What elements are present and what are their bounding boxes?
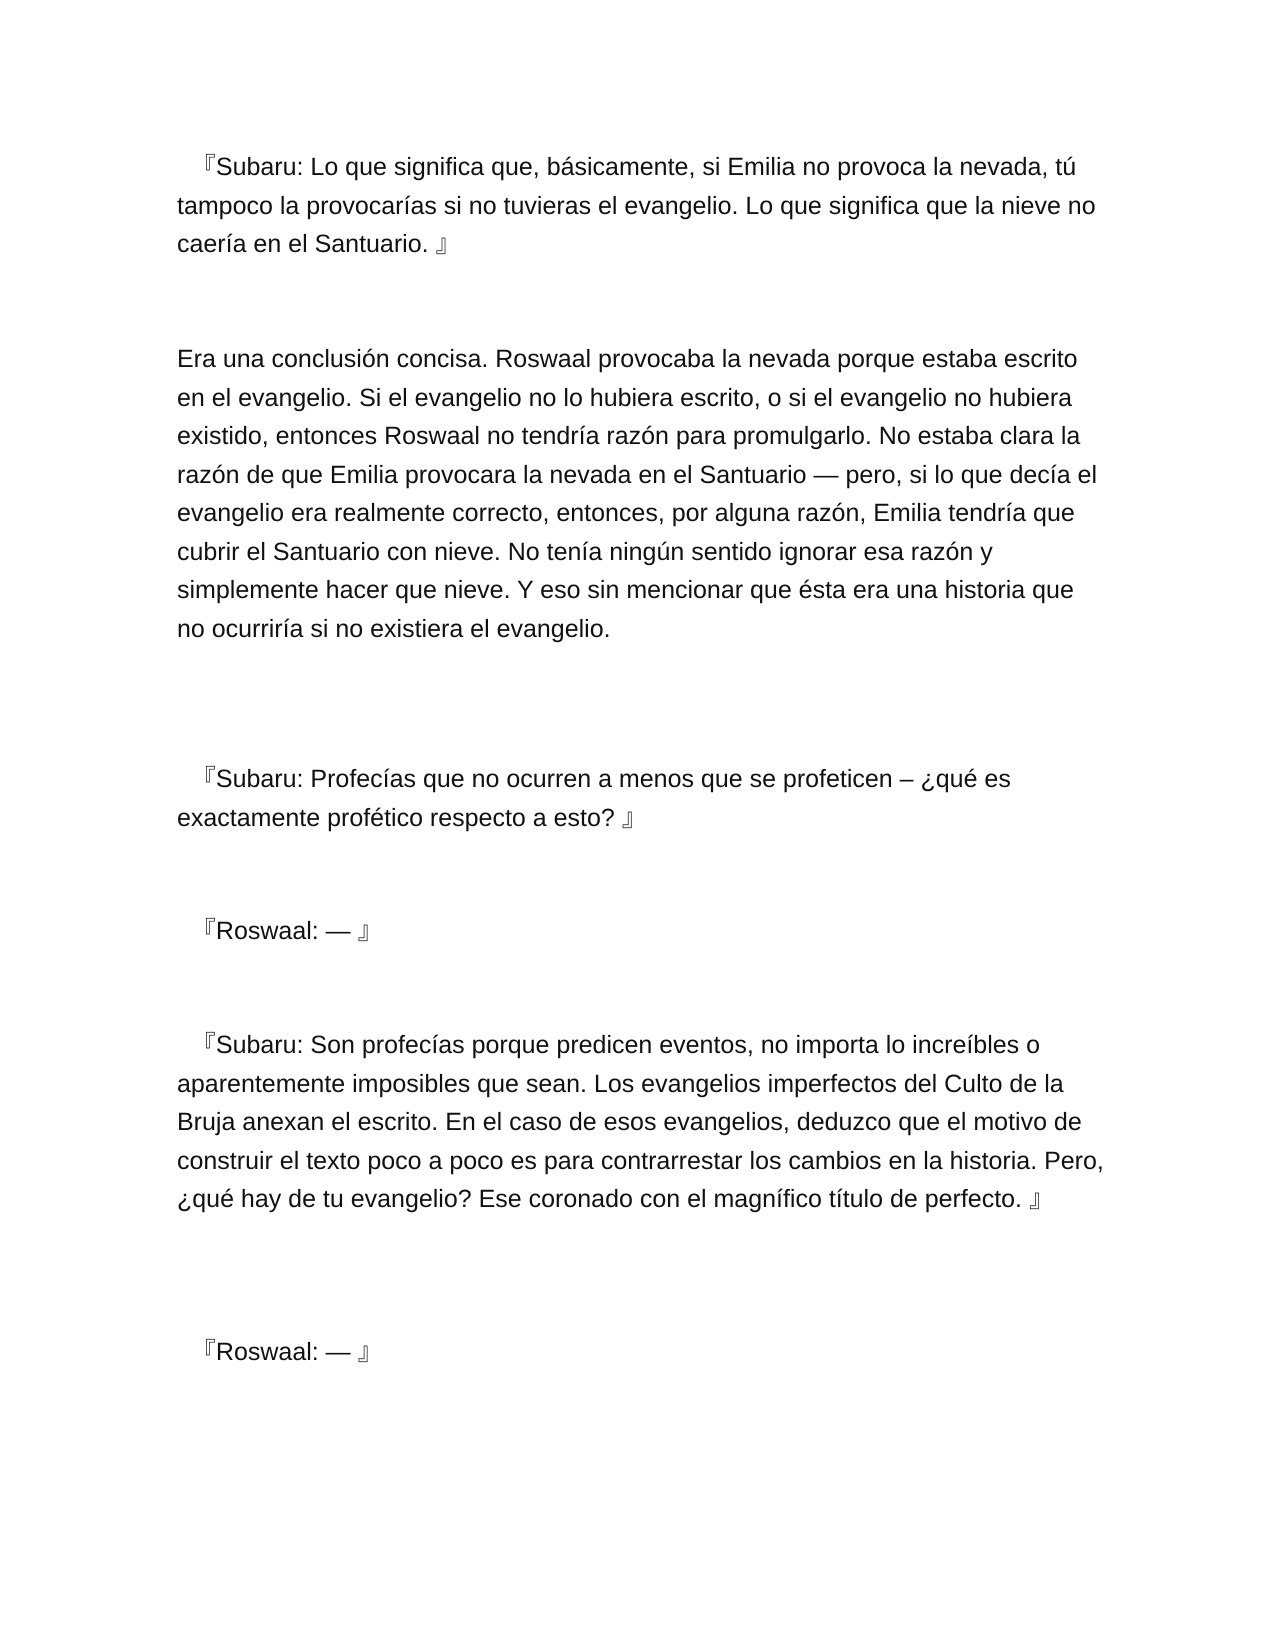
dialogue-roswaal-2: 『Roswaal: — 』 bbox=[177, 1338, 383, 1366]
dialogue-roswaal-1: 『Roswaal: — 』 bbox=[177, 917, 383, 945]
dialogue-subaru-2: 『Subaru: Profecías que no ocurren a menos que se profeticen – ¿qué es exactamente profético respecto a esto? 』 bbox=[177, 765, 1018, 832]
dialogue-subaru-3: 『Subaru: Son profecías porque predicen eventos, no importa lo increíbles o aparentemente imposibles que sean. Los evangelios imperfectos del Culto de la Bruja anexan el escrito. En el caso de esos evangelios, deduzco que el motivo de construir el texto poco a poco es para contrarrestar los cambios en la historia. Pero, ¿qué hay de tu evangelio? Ese coronado con el magnífico título de perfecto. 』 bbox=[177, 1031, 1111, 1213]
dialogue-subaru-1: 『Subaru: Lo que significa que, básicamente, si Emilia no provoca la nevada, tú tampoco la provocarías si no tuvieras el evangelio. Lo que significa que la nieve no caería en el Santuario. 』 bbox=[177, 153, 1103, 258]
narration-paragraph: Era una conclusión concisa. Roswaal provocaba la nevada porque estaba escrito en el evangelio. Si el evangelio no lo hubiera escrito, o si el evangelio no hubiera existido, entonces Roswaal no tendría razón para promulgarlo. No estaba clara la razón de que Emilia provocara la nevada en el Santuario — pero, si lo que decía el evangelio era realmente correcto, entonces, por alguna razón, Emilia tendría que cubrir el Santuario con nieve. No tenía ningún sentido ignorar esa razón y simplemente hacer que nieve. Y eso sin mencionar que ésta era una historia que no ocurriría si no existiera el evangelio. bbox=[177, 345, 1104, 643]
